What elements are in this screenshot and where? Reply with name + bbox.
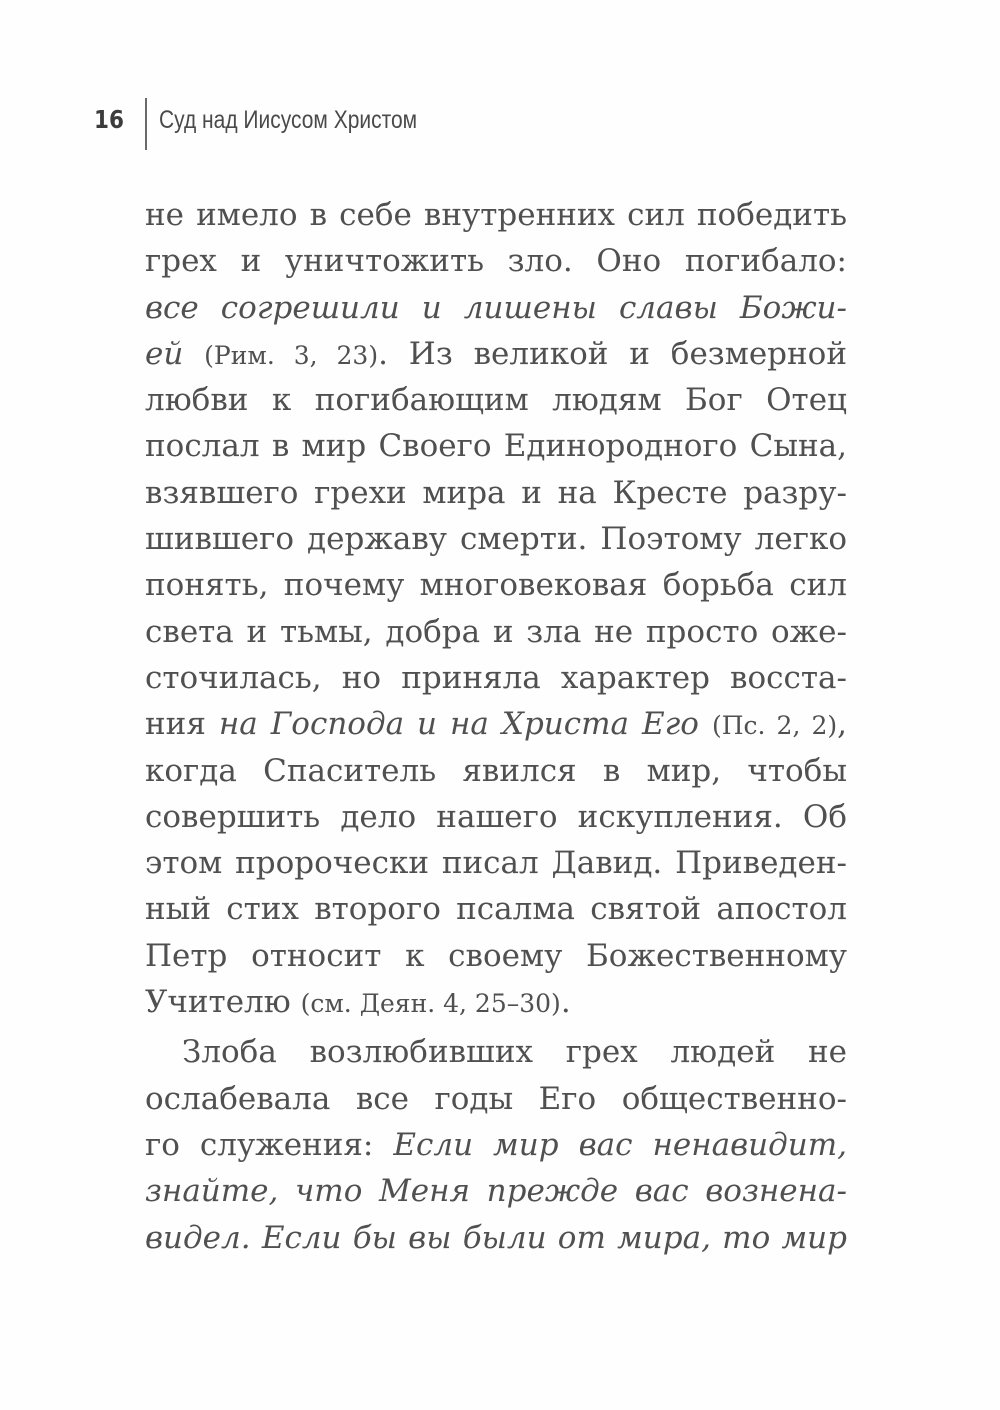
text-segment: грех и уничтожить зло. Оно погибало: <box>145 243 847 280</box>
text-segment: Злоба возлюбивших грех людей не <box>182 1034 847 1071</box>
text-line <box>145 748 847 794</box>
text-segment: взявшего грехи мира и на Кресте разру- <box>145 474 847 511</box>
text-segment: не имело в себе внутренних сил победить <box>145 197 847 233</box>
text-segment: го служения: <box>145 1126 394 1163</box>
text-line <box>145 979 847 1025</box>
text-segment: любви к погибающим людям Бог Отец <box>145 382 847 419</box>
text-line <box>145 562 847 608</box>
text-segment: когда Спаситель явился в мир, чтобы <box>145 752 847 789</box>
text-line <box>145 1168 847 1214</box>
text-line <box>145 331 847 377</box>
text-segment: шившего державу смерти. Поэтому легко <box>145 521 847 558</box>
text-line <box>145 238 847 284</box>
quotation-text: ей <box>145 335 184 372</box>
text-segment: Учителю <box>145 984 301 1021</box>
text-line <box>145 377 847 423</box>
text-line <box>145 933 847 979</box>
text-line <box>145 516 847 562</box>
text-line <box>145 886 847 932</box>
text-segment: совершить дело нашего искупления. Об <box>145 798 847 835</box>
text-segment: ослабевала все годы Его общественно- <box>145 1080 847 1117</box>
text-line <box>145 609 847 655</box>
scripture-reference: (Рим. 3, 23) <box>204 340 379 370</box>
scripture-reference: (см. Деян. 4, 25–30) <box>300 989 561 1019</box>
text-line <box>145 1122 847 1168</box>
quotation-text: все согрешили и лишены славы Божи- <box>145 289 847 326</box>
book-title: Суд над Иисусом Христом <box>158 106 417 134</box>
text-line <box>145 470 847 516</box>
text-line <box>145 701 847 747</box>
text-segment: . Из великой и безмерной <box>378 335 848 372</box>
text-segment: света и тьмы, добра и зла не просто оже- <box>145 613 847 650</box>
quotation-text: видел. Если бы вы были от мира, то мир <box>145 1219 847 1256</box>
text-segment <box>699 706 712 742</box>
body-text <box>145 192 847 1261</box>
text-line <box>145 1029 847 1075</box>
text-line <box>145 655 847 701</box>
running-header <box>94 98 466 150</box>
header-divider <box>145 98 147 150</box>
quotation-text: Если мир вас ненавидит, <box>393 1126 847 1163</box>
text-line <box>145 1215 847 1261</box>
quotation-text: на Господа и на Христа Его <box>218 706 699 743</box>
text-line <box>145 1076 847 1122</box>
text-segment: ный стих второго псалма святой апостол <box>145 891 847 928</box>
scripture-reference: (Пс. 2, 2) <box>711 711 838 741</box>
text-line <box>145 423 847 469</box>
text-segment: , <box>837 706 848 743</box>
text-segment: этом пророчески писал Давид. Приведен- <box>145 845 847 882</box>
text-line <box>145 840 847 886</box>
text-segment: . <box>560 984 571 1021</box>
text-segment: ния <box>145 706 219 743</box>
quotation-text: знайте, что Меня прежде вас вознена- <box>145 1173 847 1210</box>
text-line <box>145 192 847 238</box>
text-segment: понять, почему многовековая борьба сил <box>145 567 847 604</box>
text-segment <box>183 336 204 372</box>
text-segment: Петр относит к своему Божественному <box>145 937 847 974</box>
text-line <box>145 794 847 840</box>
page-number: 16 <box>94 105 124 134</box>
text-segment: сточилась, но приняла характер восста- <box>145 659 847 696</box>
text-line <box>145 285 847 331</box>
text-segment: послал в мир Своего Единородного Сына, <box>145 428 847 465</box>
